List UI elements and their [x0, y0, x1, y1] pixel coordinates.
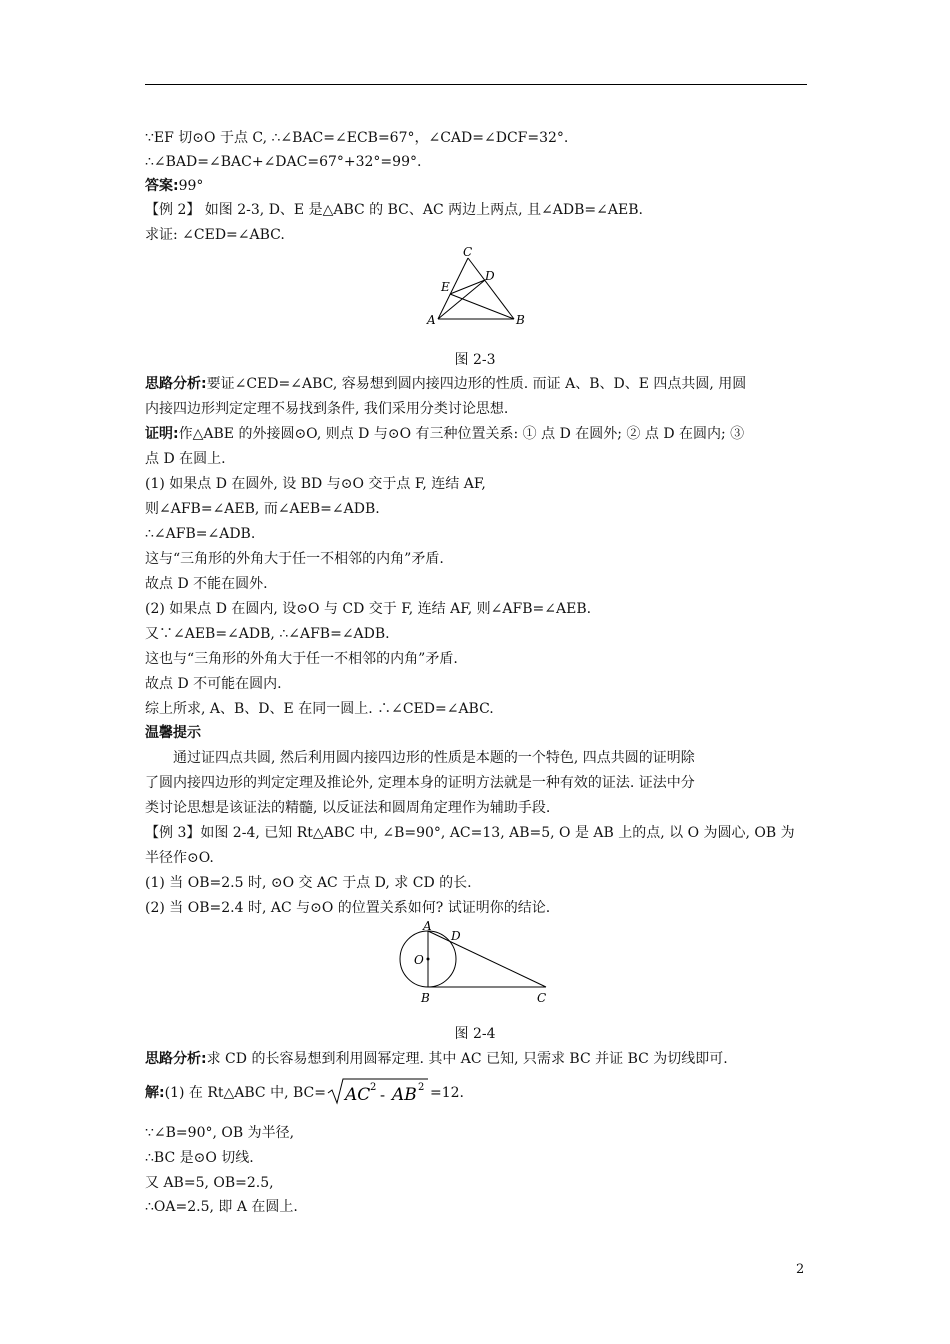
answer-label: 答案:: [145, 178, 179, 194]
segment-ed: [450, 280, 485, 294]
center-o: [427, 958, 430, 961]
analysis-line: 思路分析:要证∠CED=∠ABC, 容易想到圆内接四边形的性质. 而证 A、B、D、E 四点共圆, 用圆: [145, 376, 747, 392]
text-line: ∵EF 切⊙O 于点 C, ∴∠BAC=∠ECB=67°，∠CAD=∠DCF=32°.: [145, 130, 569, 146]
figure-caption: 图 2-3: [454, 352, 496, 368]
proof-line: 点 D 在圆上.: [145, 451, 226, 467]
proof-step: 又∵∠AEB=∠ADB, ∴∠AFB=∠ADB.: [145, 626, 390, 642]
proof-step: 故点 D 不能在圆外.: [145, 576, 268, 592]
question-2: (2) 当 OB=2.4 时, AC 与⊙O 的位置关系如何? 试证明你的结论.: [145, 900, 551, 916]
tip-line: 类讨论思想是该证法的精髓, 以反证法和圆周角定理作为辅助手段.: [145, 800, 551, 816]
example3-line: 半径作⊙O.: [145, 850, 214, 866]
figure-2-4: [394, 918, 560, 1004]
svg-text:2: 2: [370, 1082, 377, 1093]
solution-label: 解:: [145, 1085, 165, 1101]
label-b: B: [421, 991, 430, 1004]
label-c: C: [537, 991, 547, 1004]
proof-step: ∴∠AFB=∠ADB.: [145, 526, 256, 542]
figure-caption: 图 2-4: [454, 1026, 496, 1042]
label-o: O: [414, 953, 424, 967]
solution-step: 又 AB=5, OB=2.5,: [145, 1175, 274, 1191]
svg-text:2: 2: [418, 1082, 425, 1093]
solution-step: ∴BC 是⊙O 切线.: [145, 1150, 254, 1166]
svg-text:AB: AB: [392, 1085, 417, 1105]
segment-ac: [428, 931, 546, 987]
example3-line: 【例 3】如图 2-4, 已知 Rt△ABC 中, ∠B=90°, AC=13, AB=5, O 是 AB 上的点, 以 O 为圆心, OB 为: [145, 825, 795, 841]
question-1: (1) 当 OB=2.5 时, ⊙O 交 AC 于点 D, 求 CD 的长.: [145, 875, 472, 891]
analysis-label: 思路分析:: [145, 376, 207, 392]
analysis-label: 思路分析:: [145, 1051, 207, 1067]
proof-step: 综上所求, A、B、D、E 在同一圆上. ∴∠CED=∠ABC.: [145, 701, 494, 717]
header-rule: [145, 84, 807, 85]
tip-line: 了圆内接四边形的判定定理及推论外, 定理本身的证明方法就是一种有效的证法. 证法中分: [145, 775, 695, 791]
text-line: 求证: ∠CED=∠ABC.: [145, 227, 285, 243]
analysis-line: 内接四边形判定定理不易找到条件, 我们采用分类讨论思想.: [145, 401, 509, 417]
sqrt-expression: [326, 1076, 430, 1106]
proof-line: 证明:作△ABE 的外接圆⊙O, 则点 D 与⊙O 有三种位置关系: ① 点 D 在圆外; ② 点 D 在圆内; ③: [145, 426, 745, 442]
proof-step: 这与“三角形的外角大于任一不相邻的内角”矛盾.: [145, 551, 444, 567]
tip-line: 通过证四点共圆, 然后利用圆内接四边形的性质是本题的一个特色, 四点共圆的证明除: [173, 750, 695, 766]
svg-text:-: -: [380, 1086, 386, 1104]
proof-label: 证明:: [145, 426, 179, 442]
proof-step: 故点 D 不可能在圆内.: [145, 676, 282, 692]
label-b: B: [516, 313, 525, 327]
answer-line: 答案:99°: [145, 178, 204, 194]
label-c: C: [463, 245, 473, 259]
solution-step: ∴OA=2.5, 即 A 在圆上.: [145, 1199, 298, 1215]
figure-2-3: [420, 244, 530, 330]
label-d: D: [485, 269, 495, 283]
solution-step: ∵∠B=90°, OB 为半径,: [145, 1125, 295, 1141]
proof-step: (2) 如果点 D 在圆内, 设⊙O 与 CD 交于 F, 连结 AF, 则∠AFB=∠AEB.: [145, 601, 592, 617]
proof-step: (1) 如果点 D 在圆外, 设 BD 与⊙O 交于点 F, 连结 AF,: [145, 476, 486, 492]
label-a: A: [427, 313, 436, 327]
tip-heading: 温馨提示: [145, 725, 201, 741]
text-line: ∴∠BAD=∠BAC+∠DAC=67°+32°=99°.: [145, 154, 422, 170]
svg-text:AC: AC: [345, 1085, 371, 1105]
label-e: E: [441, 280, 450, 294]
solution-line: 解:(1) 在 Rt△ABC 中, BC= AC 2 - AB 2 =12.: [145, 1076, 810, 1110]
page-number: 2: [796, 1262, 805, 1277]
proof-step: 这也与“三角形的外角大于任一不相邻的内角”矛盾.: [145, 651, 458, 667]
example2-heading: 【例 2】 如图 2-3, D、E 是△ABC 的 BC、AC 两边上两点, 且∠ADB=∠AEB.: [145, 202, 643, 218]
analysis-line: 思路分析:求 CD 的长容易想到利用圆幂定理. 其中 AC 已知, 只需求 BC 并证 BC 为切线即可.: [145, 1051, 728, 1067]
proof-step: 则∠AFB=∠AEB, 而∠AEB=∠ADB.: [145, 501, 380, 517]
label-a: A: [423, 919, 432, 933]
label-d: D: [451, 929, 461, 943]
